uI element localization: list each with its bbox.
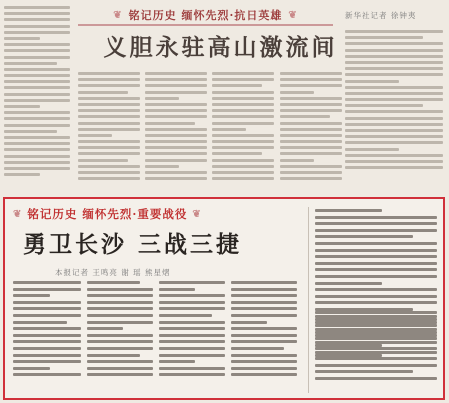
text-line <box>231 373 297 376</box>
text-line <box>145 84 207 87</box>
text-line <box>13 321 67 324</box>
text-line <box>4 62 57 65</box>
text-line <box>159 314 212 317</box>
text-line <box>315 318 437 321</box>
text-line <box>145 103 207 106</box>
text-line <box>315 344 382 347</box>
text-line <box>13 307 81 310</box>
text-line <box>315 282 382 285</box>
text-line <box>345 110 443 113</box>
text-line <box>315 377 437 380</box>
text-line <box>145 72 207 75</box>
text-line <box>4 148 70 151</box>
text-line <box>280 165 342 168</box>
text-line <box>87 327 123 330</box>
text-line <box>4 68 70 71</box>
text-line <box>87 340 153 343</box>
text-line <box>280 115 330 118</box>
ornament-icon: ❦ <box>13 208 23 220</box>
text-line <box>280 91 314 94</box>
text-line <box>345 98 443 101</box>
text-line <box>345 67 443 70</box>
text-line <box>145 171 207 174</box>
text-line <box>78 159 128 162</box>
text-line <box>145 177 207 180</box>
bottom-column-banner <box>13 206 202 222</box>
bottom-column-banner-text: 铭记历史 缅怀先烈·重要战役 <box>27 207 188 221</box>
text-line <box>345 55 443 58</box>
text-line <box>231 314 297 317</box>
text-line <box>78 122 140 125</box>
text-line <box>280 109 342 112</box>
text-line <box>4 117 70 120</box>
text-line <box>4 18 70 21</box>
text-line <box>13 281 81 284</box>
text-line <box>87 294 153 297</box>
text-line <box>212 165 274 168</box>
text-line <box>231 340 297 343</box>
text-line <box>315 275 437 278</box>
text-line <box>78 109 140 112</box>
text-line <box>145 159 207 162</box>
text-line <box>13 327 81 330</box>
text-line <box>159 334 225 337</box>
text-line <box>13 301 81 304</box>
text-column <box>315 311 437 384</box>
text-line <box>78 134 112 137</box>
text-line <box>231 334 297 337</box>
text-line <box>4 99 70 102</box>
text-line <box>145 140 207 143</box>
text-line <box>212 84 262 87</box>
text-line <box>13 334 81 337</box>
text-line <box>231 301 297 304</box>
text-line <box>212 72 274 75</box>
text-column <box>145 72 207 183</box>
text-line <box>231 347 284 350</box>
text-line <box>212 152 262 155</box>
text-line <box>4 43 70 46</box>
text-line <box>4 74 70 77</box>
text-line <box>231 288 297 291</box>
top-article-left-column <box>4 6 70 179</box>
text-line <box>280 159 314 162</box>
text-line <box>145 146 207 149</box>
text-line <box>212 128 246 131</box>
text-line <box>159 354 225 357</box>
text-line <box>145 97 179 100</box>
text-line <box>315 229 437 232</box>
text-line <box>212 146 274 149</box>
text-line <box>280 146 342 149</box>
text-line <box>145 165 179 168</box>
bottom-headline: 勇卫长沙 三战三捷 <box>23 231 243 258</box>
text-line <box>315 324 437 327</box>
text-line <box>159 301 225 304</box>
text-line <box>87 360 153 363</box>
text-line <box>212 159 274 162</box>
text-line <box>280 84 342 87</box>
text-line <box>87 281 140 284</box>
text-line <box>231 354 297 357</box>
text-line <box>345 86 443 89</box>
text-line <box>159 373 225 376</box>
text-line <box>231 360 297 363</box>
text-line <box>87 307 153 310</box>
text-line <box>231 327 297 330</box>
text-line <box>315 311 437 314</box>
text-line <box>13 360 81 363</box>
text-line <box>4 161 70 164</box>
text-line <box>87 288 153 291</box>
column-divider <box>308 207 309 393</box>
text-line <box>4 56 70 59</box>
text-line <box>212 122 274 125</box>
text-line <box>78 128 140 131</box>
text-line <box>315 301 437 304</box>
text-line <box>231 307 297 310</box>
text-line <box>280 122 342 125</box>
text-line <box>231 321 267 324</box>
text-line <box>315 235 413 238</box>
text-line <box>159 367 225 370</box>
text-line <box>4 167 70 170</box>
text-line <box>345 123 443 126</box>
text-line <box>315 209 382 212</box>
text-line <box>13 367 50 370</box>
text-line <box>280 78 342 81</box>
text-column <box>345 30 443 172</box>
text-column <box>280 72 342 183</box>
text-line <box>315 242 437 245</box>
text-line <box>345 154 443 157</box>
text-column <box>78 72 140 183</box>
text-line <box>78 171 140 174</box>
text-line <box>231 294 297 297</box>
text-line <box>4 105 40 108</box>
top-headline: 义胆永驻高山激流间 <box>103 34 338 61</box>
ornament-icon: ❦ <box>288 9 298 21</box>
text-line <box>13 373 81 376</box>
text-line <box>159 340 225 343</box>
text-line <box>315 337 437 340</box>
text-line <box>4 130 57 133</box>
text-line <box>78 152 140 155</box>
text-line <box>78 146 140 149</box>
text-line <box>159 360 195 363</box>
text-line <box>345 49 443 52</box>
text-line <box>13 294 50 297</box>
text-line <box>315 331 437 334</box>
text-line <box>159 321 225 324</box>
text-line <box>315 262 437 265</box>
text-line <box>145 134 207 137</box>
text-line <box>13 288 81 291</box>
text-line <box>4 142 70 145</box>
text-line <box>87 314 153 317</box>
text-line <box>315 268 437 271</box>
text-line <box>345 30 443 33</box>
text-line <box>78 165 140 168</box>
text-line <box>145 115 207 118</box>
text-line <box>212 103 274 106</box>
text-line <box>78 78 140 81</box>
text-line <box>4 93 70 96</box>
text-line <box>159 347 225 350</box>
text-line <box>280 177 342 180</box>
text-line <box>345 61 443 64</box>
text-line <box>345 73 443 76</box>
text-line <box>87 334 153 337</box>
text-line <box>280 97 342 100</box>
text-line <box>212 115 274 118</box>
text-line <box>78 84 140 87</box>
text-line <box>4 86 70 89</box>
text-line <box>345 36 423 39</box>
text-line <box>315 370 413 373</box>
text-column <box>13 281 81 380</box>
text-line <box>13 314 81 317</box>
text-line <box>4 80 70 83</box>
text-line <box>280 103 342 106</box>
text-line <box>13 340 81 343</box>
text-line <box>87 367 153 370</box>
text-column <box>87 281 153 380</box>
text-line <box>145 91 207 94</box>
text-line <box>280 134 342 137</box>
text-line <box>4 25 70 28</box>
text-line <box>159 281 225 284</box>
text-line <box>159 307 225 310</box>
top-column-banner <box>78 6 333 26</box>
text-line <box>345 117 443 120</box>
text-line <box>4 12 70 15</box>
top-column-banner-text: 铭记历史 缅怀先烈·抗日英雄 <box>128 9 283 22</box>
text-line <box>4 6 70 9</box>
ornament-icon: ❦ <box>192 208 202 220</box>
text-line <box>87 347 153 350</box>
text-line <box>87 373 153 376</box>
text-line <box>212 177 274 180</box>
text-line <box>78 97 140 100</box>
text-line <box>315 357 437 360</box>
text-line <box>345 141 443 144</box>
text-column <box>231 281 297 380</box>
text-line <box>145 109 207 112</box>
text-line <box>280 171 342 174</box>
text-line <box>315 295 437 298</box>
highlighted-article <box>3 197 445 400</box>
text-line <box>212 97 274 100</box>
text-line <box>280 72 342 75</box>
text-line <box>280 140 342 143</box>
text-line <box>212 140 274 143</box>
text-line <box>4 111 70 114</box>
text-line <box>345 42 443 45</box>
text-line <box>231 367 297 370</box>
text-line <box>78 103 140 106</box>
text-line <box>78 72 140 75</box>
text-line <box>280 128 342 131</box>
text-line <box>159 327 225 330</box>
text-line <box>4 37 40 40</box>
text-line <box>212 134 274 137</box>
text-line <box>345 160 443 163</box>
bottom-byline: 本报记者 王鸣亮 谢 瑶 熊星熠 <box>55 268 171 277</box>
text-line <box>78 177 140 180</box>
text-line <box>87 354 140 357</box>
text-line <box>212 91 274 94</box>
text-line <box>13 347 81 350</box>
text-line <box>4 124 70 127</box>
text-line <box>145 128 207 131</box>
text-line <box>87 321 153 324</box>
text-line <box>345 104 423 107</box>
text-line <box>4 49 70 52</box>
text-line <box>345 80 399 83</box>
text-line <box>231 281 297 284</box>
text-line <box>145 152 207 155</box>
text-line <box>345 166 443 169</box>
text-line <box>345 148 399 151</box>
text-line <box>212 109 274 112</box>
text-column <box>212 72 274 183</box>
text-line <box>78 140 140 143</box>
text-line <box>315 364 437 367</box>
text-line <box>345 92 443 95</box>
text-line <box>145 122 195 125</box>
text-line <box>212 78 274 81</box>
text-line <box>4 155 70 158</box>
text-line <box>4 31 70 34</box>
text-line <box>315 255 437 258</box>
text-line <box>315 288 437 291</box>
text-line <box>280 152 342 155</box>
text-line <box>87 301 153 304</box>
text-column <box>159 281 225 380</box>
text-line <box>159 288 195 291</box>
text-line <box>78 115 140 118</box>
ornament-icon: ❦ <box>113 9 123 21</box>
text-line <box>78 91 128 94</box>
text-line <box>315 351 437 354</box>
text-line <box>315 222 437 225</box>
text-line <box>159 294 225 297</box>
text-line <box>315 249 437 252</box>
text-line <box>4 173 40 176</box>
text-line <box>315 216 437 219</box>
text-line <box>145 78 207 81</box>
text-line <box>13 354 81 357</box>
top-byline: 新华社记者 徐钟夷 <box>345 11 417 20</box>
text-line <box>4 136 70 139</box>
text-line <box>345 135 443 138</box>
text-line <box>345 129 443 132</box>
text-line <box>212 171 274 174</box>
